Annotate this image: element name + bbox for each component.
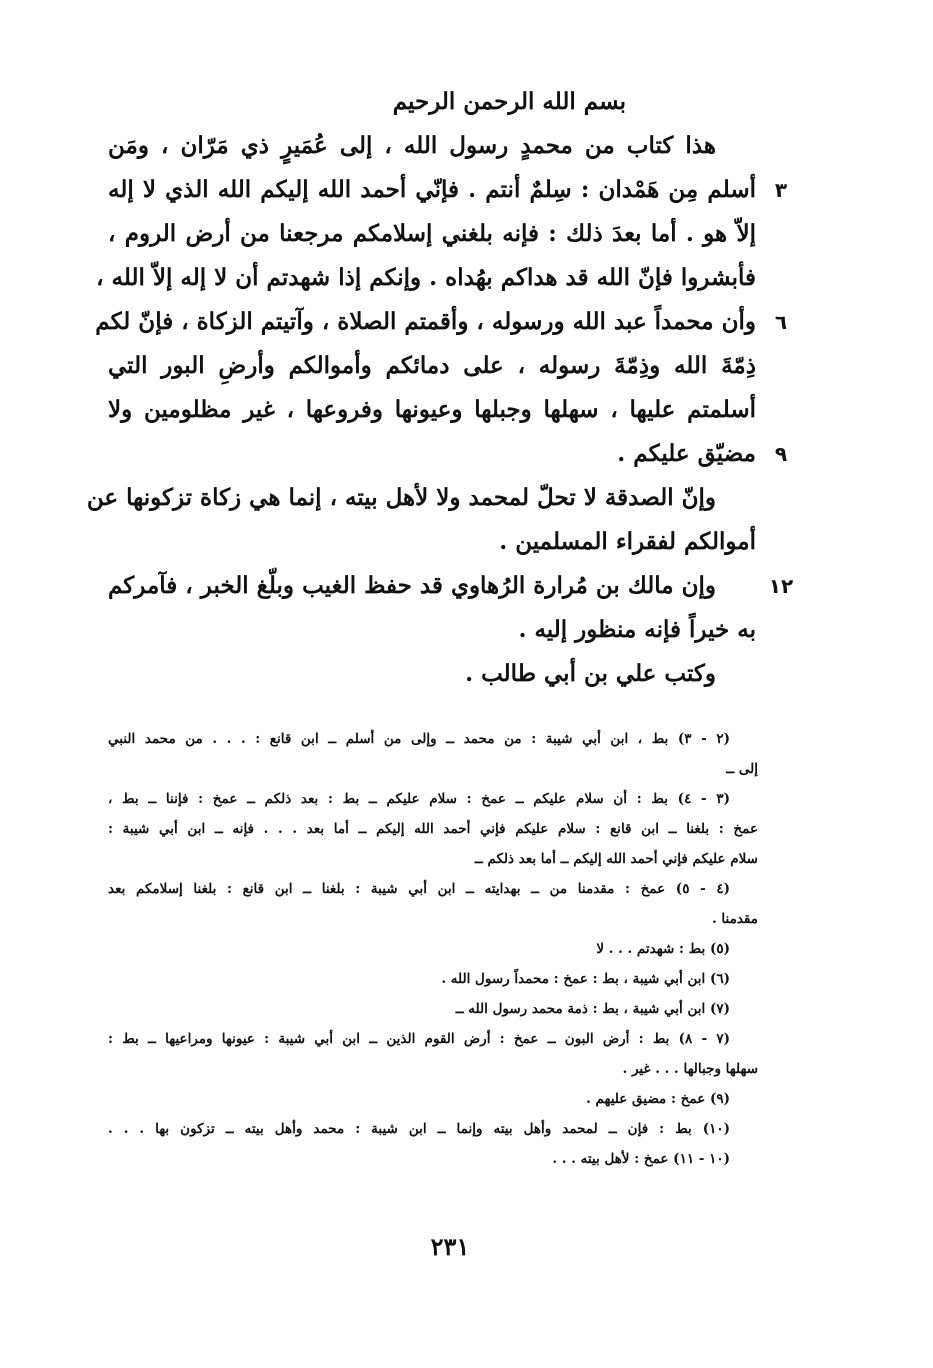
line-number-9: ٩: [774, 442, 788, 466]
text-line: ذِمّةَ الله وذِمّةَ رسوله ، على دمائكم وأموالكم وأرضِ البور التي: [108, 352, 756, 379]
text-line: أسلمتم عليها ، سهلها وجبلها وعيونها وفروعها ، غير مظلومين ولا: [108, 396, 756, 423]
footnote-line: (٩) عمخ : مضيق عليهم .: [586, 1091, 730, 1107]
line-number-6: ٦: [774, 310, 788, 334]
footnote-line: (٢ - ٣) بط ، ابن أبي شيبة : من محمد ــ وإلى من أسلم ــ ابن قانع : . . . من محمد النبي: [108, 731, 730, 747]
letter-text: [86, 80, 756, 696]
text-line: هذا كتاب من محمدٍ رسول الله ، إلى عُمَيرٍ ذي مَرّان ، ومَن: [108, 132, 716, 159]
footnote-line: (٣ - ٤) بط : أن سلام عليكم ــ عمخ : سلام عليكم ــ بط : بعد ذلكم ــ عمخ : فإننا ــ بط ،: [108, 791, 730, 807]
text-line: وإن مالك بن مُرارة الرُهاوي قد حفظ الغيب وبلّغ الخبر ، فآمركم: [108, 572, 716, 599]
text-line: وأن محمداً عبد الله ورسوله ، وأقمتم الصلاة ، وآتيتم الزكاة ، فإنّ لكم: [95, 308, 756, 335]
footnote-line: سلام عليكم فإني أحمد الله إليكم ــ أما بعد ذلكم ــ: [474, 851, 758, 867]
text-line: أموالكم لفقراء المسلمين .: [499, 528, 756, 555]
footnote-line: (١٠ - ١١) عمخ : لأهل بيته . . .: [552, 1151, 730, 1167]
text-line: فأبشروا فإنّ الله قد هداكم بهُداه . وإنكم إذا شهدتم أن لا إله إلاّ الله ،: [96, 264, 756, 291]
text-line: أسلم مِن هَمْدان : سِلمٌ أنتم . فإنّي أحمد الله إليكم الله الذي لا إله: [108, 176, 756, 203]
footnote-line: (٧ - ٨) بط : أرض البون ــ عمخ : أرض القوم الذين ــ ابن أبي شيبة : عيونها ومراعيها ــ بط :: [108, 1031, 730, 1047]
footnote-line: مقدمنا .: [712, 911, 758, 927]
footnote-line: (٧) ابن أبي شيبة ، بط : ذمة محمد رسول الله ــ: [455, 1001, 730, 1017]
page-number: ٢٣١: [430, 1232, 470, 1261]
line-number-12: ١٢: [768, 574, 794, 598]
text-line: إلاّ هو . أما بعدَ ذلك : فإنه بلغني إسلامكم مرجعنا من أرض الروم ،: [108, 220, 756, 247]
footnote-line: إلى ــ: [726, 761, 758, 777]
text-line: وإنّ الصدقة لا تحلّ لمحمد ولا لأهل بيته ، إنما هي زكاة تزكونها عن: [86, 484, 716, 511]
footnote-line: عمخ : بلغنا ــ ابن قانع : سلام عليكم فإني أحمد الله إليكم ــ أما بعد . . . فإنه ــ ابن أبي شيبة :: [108, 821, 758, 837]
footnotes: [108, 724, 758, 1174]
footnote-line: (٤ - ٥) عمخ : مقدمنا من ــ بهدايته ــ ابن أبي شيبة : بلغنا ــ ابن قانع : بلغنا إسلامكم بعد: [108, 881, 730, 897]
footnote-line: (٥) بط : شهدتم . . . لا: [596, 941, 730, 957]
signature-line: وكتب علي بن أبي طالب .: [465, 660, 716, 687]
text-line: به خيراً فإنه منظور إليه .: [518, 616, 756, 643]
footnote-line: (١٠) بط : فإن ــ لمحمد وأهل بيته وإنما ــ ابن شيبة : محمد وأهل بيته ــ تزكون بها . . .: [108, 1121, 730, 1137]
footnote-line: سهلها وجبالها . . . غير .: [622, 1061, 758, 1077]
footnote-line: (٦) ابن أبي شيبة ، بط : عمخ : محمداً رسول الله .: [441, 971, 730, 987]
text-line: مضيّق عليكم .: [617, 440, 756, 467]
line-number-3: ٣: [774, 178, 788, 202]
basmala: بسم الله الرحمن الرحيم: [392, 88, 626, 115]
